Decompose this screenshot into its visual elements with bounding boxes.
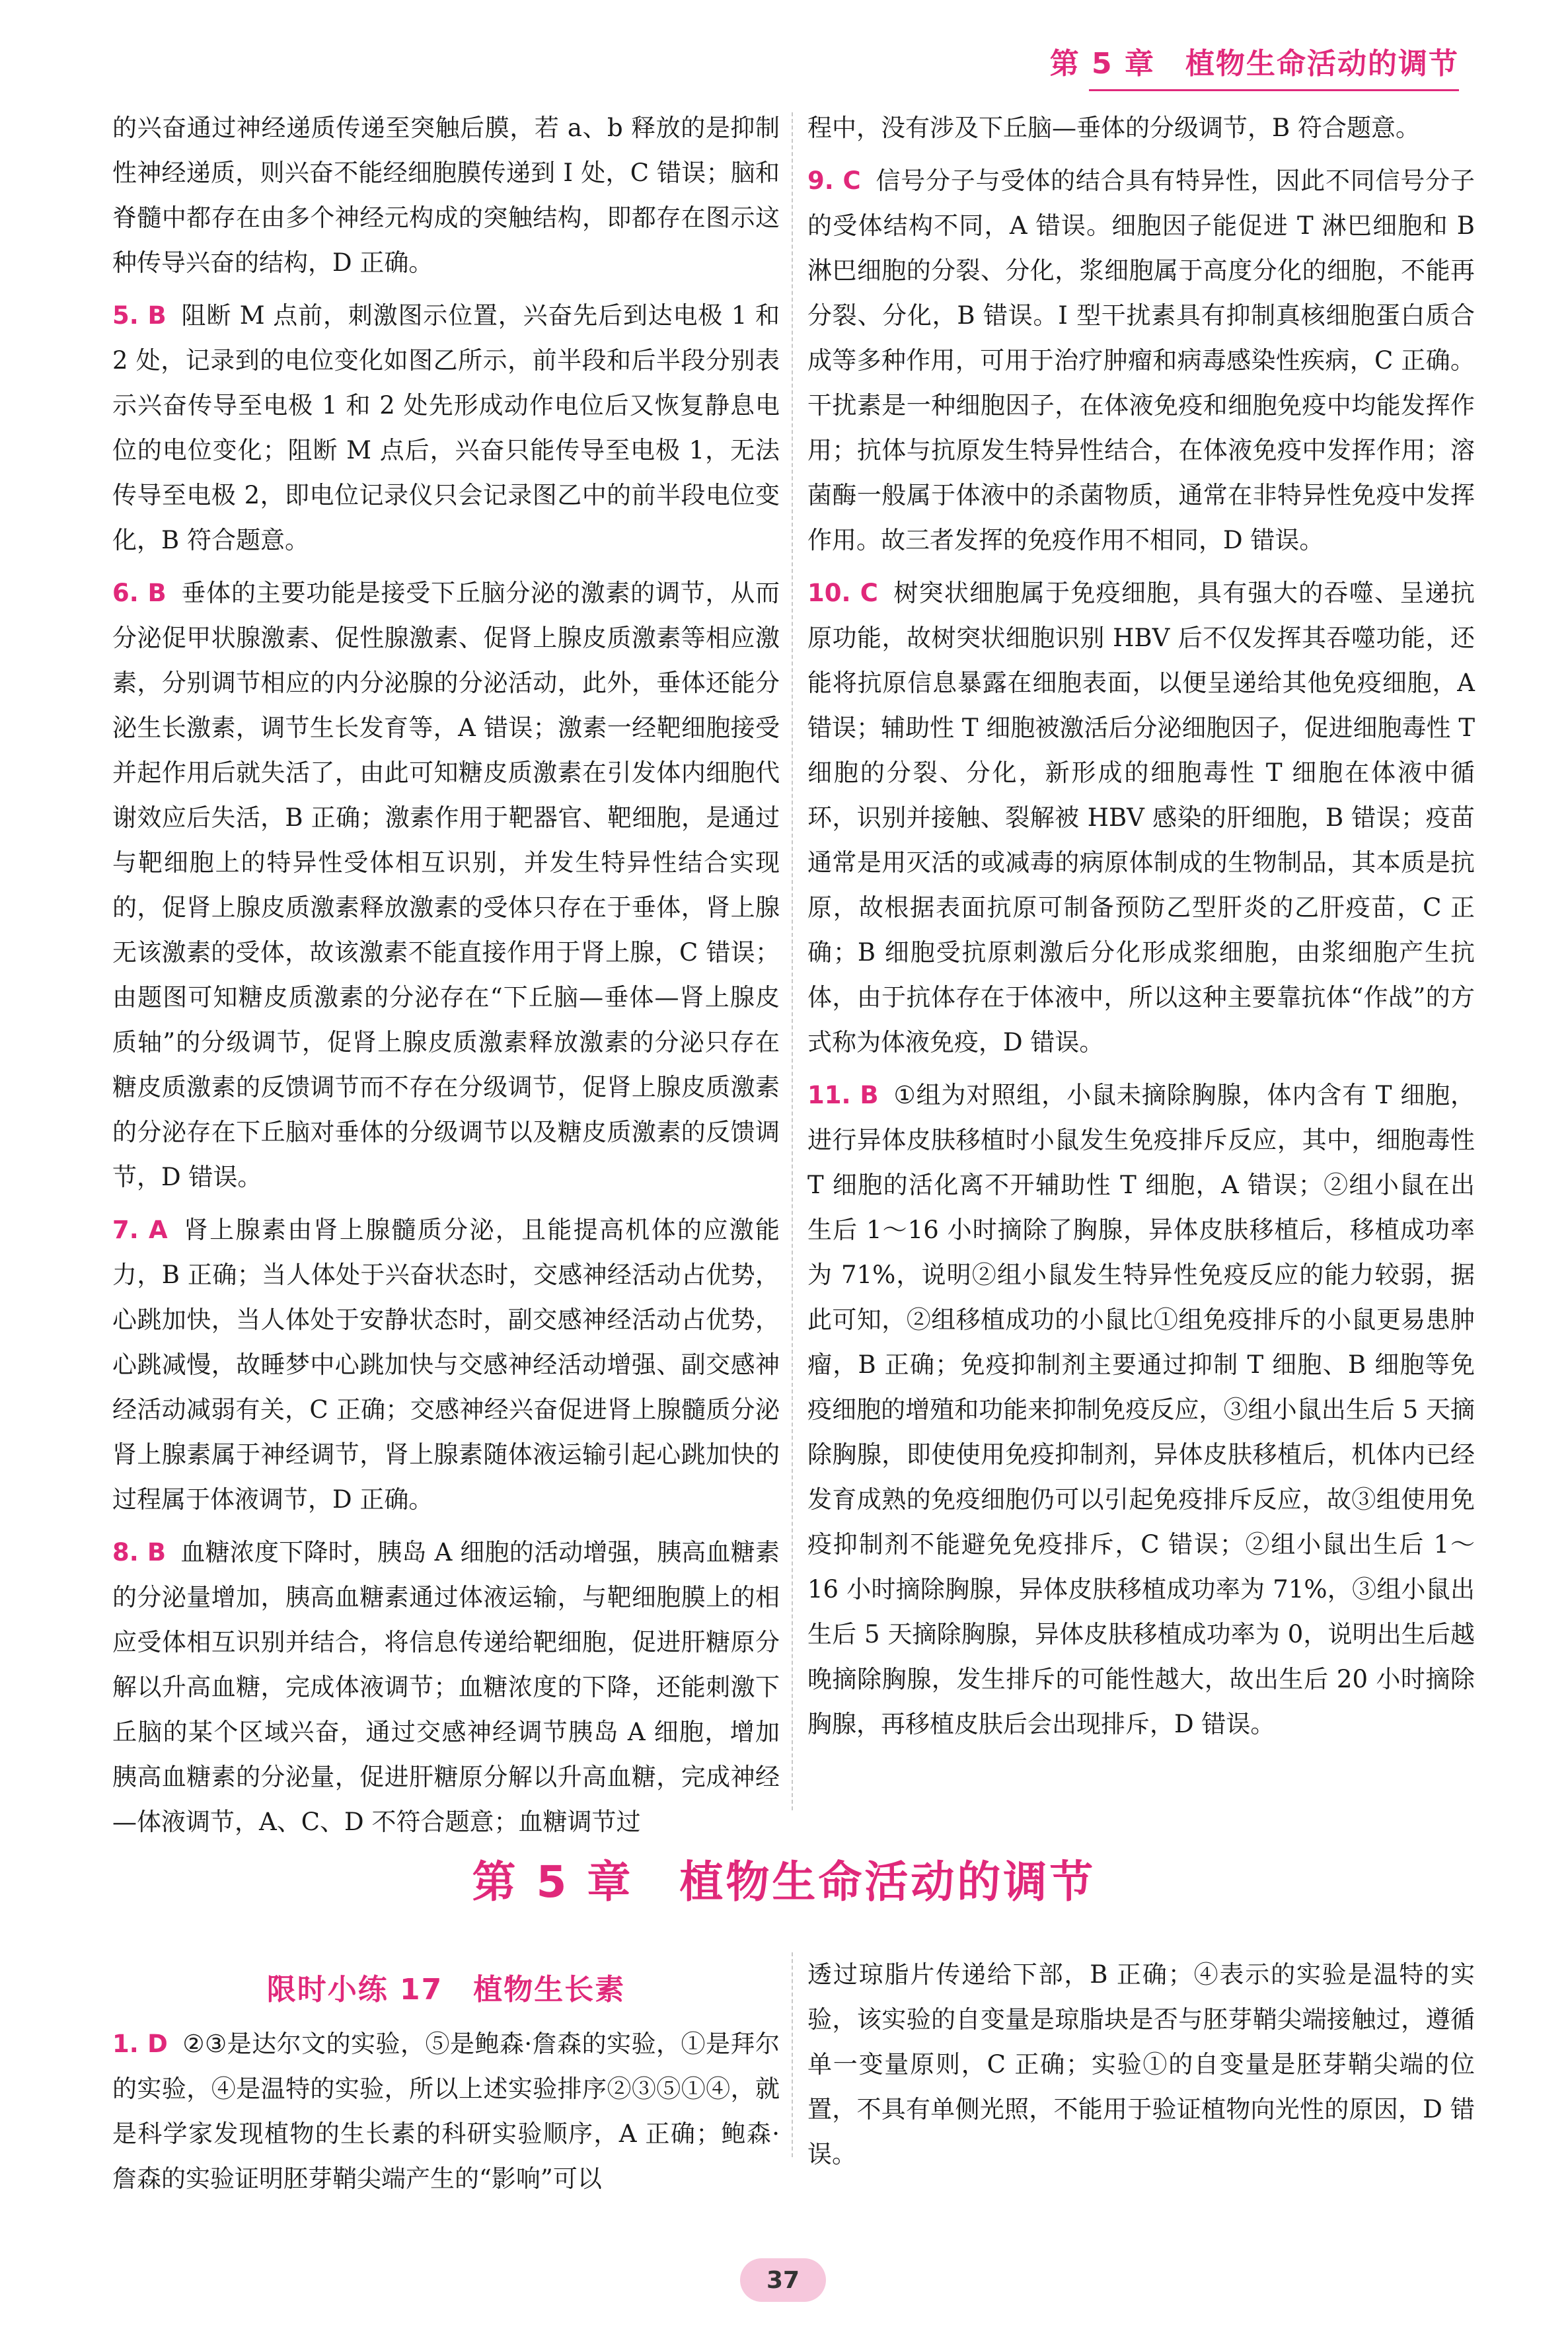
column-divider — [792, 112, 793, 1810]
column-divider — [792, 1952, 793, 2157]
bottom-right-column — [807, 1952, 1475, 2185]
continued-text: 透过琼脂片传递给下部，B 正确；④表示的实验是温特的实验，该实验的自变量是琼脂块是否与胚芽鞘尖端接触过，遵循单一变量原则，C 正确；实验①的自变量是胚芽鞘尖端的位置，不具有单侧光照，不能用于验证植物向光性的原因，D 错误。 — [807, 1960, 1475, 2168]
chapter-title: 第 5 章 植物生命活动的调节 — [472, 1857, 1096, 1907]
running-header: 第 5 章 植物生命活动的调节 — [1049, 47, 1459, 81]
answer-7 — [112, 1208, 780, 1522]
answer-number: 5. B — [112, 301, 167, 330]
answer-text: 垂体的主要功能是接受下丘脑分泌的激素的调节，从而分泌促甲状腺激素、促性腺激素、促肾上腺皮质激素等相应激素，分别调节相应的内分泌腺的分泌活动，此外，垂体还能分泌生长激素，调节生长发育等，A 错误；激素一经靶细胞接受并起作用后就失活了，由此可知糖皮质激素在引发体内细胞代谢效应后失活，B 正确；激素作用于靶器官、靶细胞，是通过与靶细胞上的特异性受体相互识别，并发生特异性结合实现的，促肾上腺皮质激素释放激素的受体只存在于垂体，肾上腺无该激素的受体，故该激素不能直接作用于肾上腺，C 错误；由题图可知糖皮质激素的分泌存在“下丘脑—垂体—肾上腺皮质轴”的分级调节，促肾上腺皮质激素释放激素的分泌只存在糖皮质激素的反馈调节而不存在分级调节，促肾上腺皮质激素的分泌存在下丘脑对垂体的分级调节以及糖皮质激素的反馈调节，D 错误。 — [112, 579, 780, 1191]
answer-text: ②③是达尔文的实验，⑤是鲍森·詹森的实验，①是拜尔的实验，④是温特的实验，所以上述实验排序②③⑤①④，就是科学家发现植物的生长素的科研实验顺序，A 正确；鲍森·詹森的实验证明胚芽鞘尖端产生的“影响”可以 — [112, 2030, 780, 2193]
answer-text: 血糖浓度下降时，胰岛 A 细胞的活动增强，胰高血糖素的分泌量增加，胰高血糖素通过体液运输，与靶细胞膜上的相应受体相互识别并结合，将信息传递给靶细胞，促进肝糖原分解以升高血糖，完成体液调节；血糖浓度的下降，还能刺激下丘脑的某个区域兴奋，通过交感神经调节胰岛 A 细胞，增加胰高血糖素的分泌量，促进肝糖原分解以升高血糖，完成神经—体液调节，A、C、D 不符合题意；血糖调节过 — [112, 1538, 780, 1836]
answer-number: 6. B — [112, 579, 167, 607]
answer-8 — [112, 1530, 780, 1845]
header-rule — [1089, 89, 1459, 91]
answer-text: 树突状细胞属于免疫细胞，具有强大的吞噬、呈递抗原功能，故树突状细胞识别 HBV 后不仅发挥其吞噬功能，还能将抗原信息暴露在细胞表面，以便呈递给其他免疫细胞，A 错误；辅助性 T 细胞被激活后分泌细胞因子，促进细胞毒性 T 细胞的分裂、分化，新形成的细胞毒性 T 细胞在体液中循环，识别并接触、裂解被 HBV 感染的肝细胞，B 错误；疫苗通常是用灭活的或减毒的病原体制成的生物制品，其本质是抗原，故根据表面抗原可制备预防乙型肝炎的乙肝疫苗，C 正确；B 细胞受抗原刺激后分化形成浆细胞，由浆细胞产生抗体，由于抗体存在于体液中，所以这种主要靠抗体“作战”的方式称为体液免疫，D 错误。 — [807, 579, 1475, 1056]
answer-text: 肾上腺素由肾上腺髓质分泌，且能提高机体的应激能力，B 正确；当人体处于兴奋状态时，交感神经活动占优势，心跳加快，当人体处于安静状态时，副交感神经活动占优势，心跳减慢，故睡梦中心跳加快与交感神经活动增强、副交感神经活动减弱有关，C 正确；交感神经兴奋促进肾上腺髓质分泌肾上腺素属于神经调节，肾上腺素随体液运输引起心跳加快的过程属于体液调节，D 正确。 — [112, 1216, 780, 1514]
answer-10 — [807, 571, 1475, 1065]
answer-number: 10. C — [807, 579, 878, 607]
answer-9 — [807, 159, 1475, 563]
answer-text: ①组为对照组，小鼠未摘除胸腺，体内含有 T 细胞，进行异体皮肤移植时小鼠发生免疫排斥反应，其中，细胞毒性 T 细胞的活化离不开辅助性 T 细胞，A 错误；②组小鼠在出生后 1～16 小时摘除了胸腺，异体皮肤移植后，移植成功率为 71%，说明②组小鼠发生特异性免疫反应的能力较弱，据此可知，②组移植成功的小鼠比①组免疫排斥的小鼠更易患肿瘤，B 正确；免疫抑制剂主要通过抑制 T 细胞、B 细胞等免疫细胞的增殖和功能来抑制免疫反应，③组小鼠出生后 5 天摘除胸腺，即使使用免疫抑制剂，异体皮肤移植后，机体内已经发育成熟的免疫细胞仍可以引起免疫排斥反应，故③组使用免疫抑制剂不能避免免疫排斥，C 错误；②组小鼠出生后 1～16 小时摘除胸腺，异体皮肤移植成功率为 71%，③组小鼠出生后 5 天摘除胸腺，异体皮肤移植成功率为 0，说明出生后越晚摘除胸腺，发生排斥的可能性越大，故出生后 20 小时摘除胸腺，再移植皮肤后会出现排斥，D 错误。 — [807, 1081, 1475, 1738]
answer-1 — [112, 2022, 780, 2201]
answer-number: 9. C — [807, 166, 861, 195]
answer-number: 1. D — [112, 2030, 168, 2058]
answer-text: 信号分子与受体的结合具有特异性，因此不同信号分子的受体结构不同，A 错误。细胞因子能促进 T 淋巴细胞和 B 淋巴细胞的分裂、分化，浆细胞属于高度分化的细胞，不能再分裂、分化，B 错误。Ⅰ 型干扰素具有抑制真核细胞蛋白质合成等多种作用，可用于治疗肿瘤和病毒感染性疾病，C 正确。干扰素是一种细胞因子，在体液免疫和细胞免疫中均能发挥作用；抗体与抗原发生特异性结合，在体液免疫中发挥作用；溶菌酶一般属于体液中的杀菌物质，通常在非特异性免疫中发挥作用。故三者发挥的免疫作用不相同，D 错误。 — [807, 166, 1475, 554]
page-number: 37 — [740, 2258, 826, 2302]
right-column — [807, 106, 1475, 1755]
continued-text: 的兴奋通过神经递质传递至突触后膜，若 a、b 释放的是抑制性神经递质，则兴奋不能经细胞膜传递到 Ⅰ 处，C 错误；脑和脊髓中都存在由多个神经元构成的突触结构，即都存在图示这种传导兴奋的结构，D 正确。 — [112, 114, 780, 277]
answer-text: 阻断 M 点前，刺激图示位置，兴奋先后到达电极 1 和 2 处，记录到的电位变化如图乙所示，前半段和后半段分别表示兴奋传导至电极 1 和 2 处先形成动作电位后又恢复静息电位的电位变化；阻断 M 点后，兴奋只能传导至电极 1，无法传导至电极 2，即电位记录仪只会记录图乙中的前半段电位变化，B 符合题意。 — [112, 301, 780, 554]
continued-text: 程中，没有涉及下丘脑—垂体的分级调节，B 符合题意。 — [807, 114, 1420, 142]
section-title: 限时小练 17 植物生长素 — [266, 1973, 626, 2007]
left-column — [112, 106, 780, 1853]
answer-5 — [112, 293, 780, 563]
answer-number: 11. B — [807, 1081, 879, 1109]
answer-6 — [112, 571, 780, 1200]
answer-number: 8. B — [112, 1538, 167, 1567]
answer-11 — [807, 1073, 1475, 1747]
answer-number: 7. A — [112, 1216, 168, 1244]
bottom-left-column — [112, 2022, 780, 2209]
